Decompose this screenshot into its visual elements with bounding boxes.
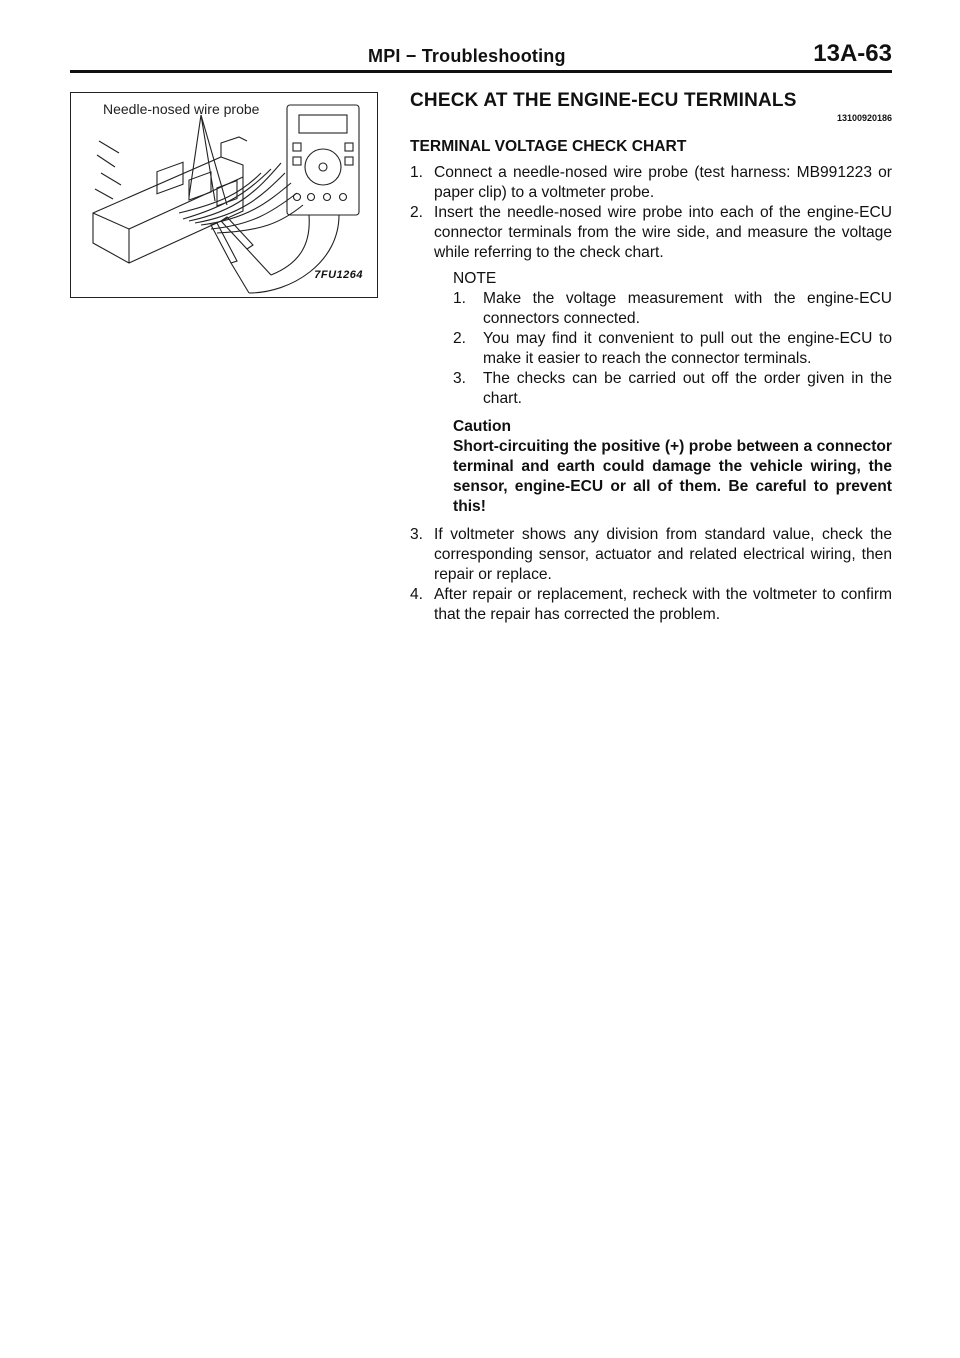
list-item: 2. Insert the needle-nosed wire probe into each of the engine-ECU connector terminals from the wire side, and measure the voltage while referring to the check chart. xyxy=(410,204,892,261)
page-header xyxy=(70,38,892,73)
page-title: MPI − Troubleshooting xyxy=(368,46,566,66)
list-item: 3. If voltmeter shows any division from standard value, check the corresponding sensor, actuator and related electrical wiring, then repair or replace. xyxy=(410,526,892,583)
list-item: 1. Make the voltage measurement with the engine-ECU connectors connected. xyxy=(453,290,892,327)
caution-block xyxy=(453,417,892,517)
document-number: 13100920186 xyxy=(836,113,892,123)
list-item: 2. You may find it convenient to pull out the engine-ECU to make it easier to reach the connector terminals. xyxy=(453,330,892,367)
subheading: TERMINAL VOLTAGE CHECK CHART xyxy=(410,138,687,155)
figure-callout-label: Needle-nosed wire probe xyxy=(103,101,260,117)
page-number: 13A-63 xyxy=(813,40,892,67)
figure-code: 7FU1264 xyxy=(314,269,363,281)
list-item: 3. The checks can be carried out off the order given in the chart. xyxy=(453,370,892,407)
steps-list-a xyxy=(410,163,892,263)
list-item: 4. After repair or replacement, recheck with the voltmeter to confirm that the repair has corrected the problem. xyxy=(410,586,892,623)
caution-text: Short-circuiting the positive (+) probe between a connector terminal and earth could damage the vehicle wiring, the sensor, engine-ECU or all of them. Be careful to prevent this! xyxy=(453,438,892,515)
note-block xyxy=(453,269,892,409)
steps-list-b xyxy=(410,525,892,625)
note-title: NOTE xyxy=(453,270,497,287)
caution-title: Caution xyxy=(453,418,512,435)
section-heading: CHECK AT THE ENGINE-ECU TERMINALS xyxy=(410,90,797,111)
illustration-voltmeter-probe xyxy=(70,92,378,298)
main-content xyxy=(410,90,892,625)
list-item: 1. Connect a needle-nosed wire probe (test harness: MB991223 or paper clip) to a voltmeter probe. xyxy=(410,164,892,201)
